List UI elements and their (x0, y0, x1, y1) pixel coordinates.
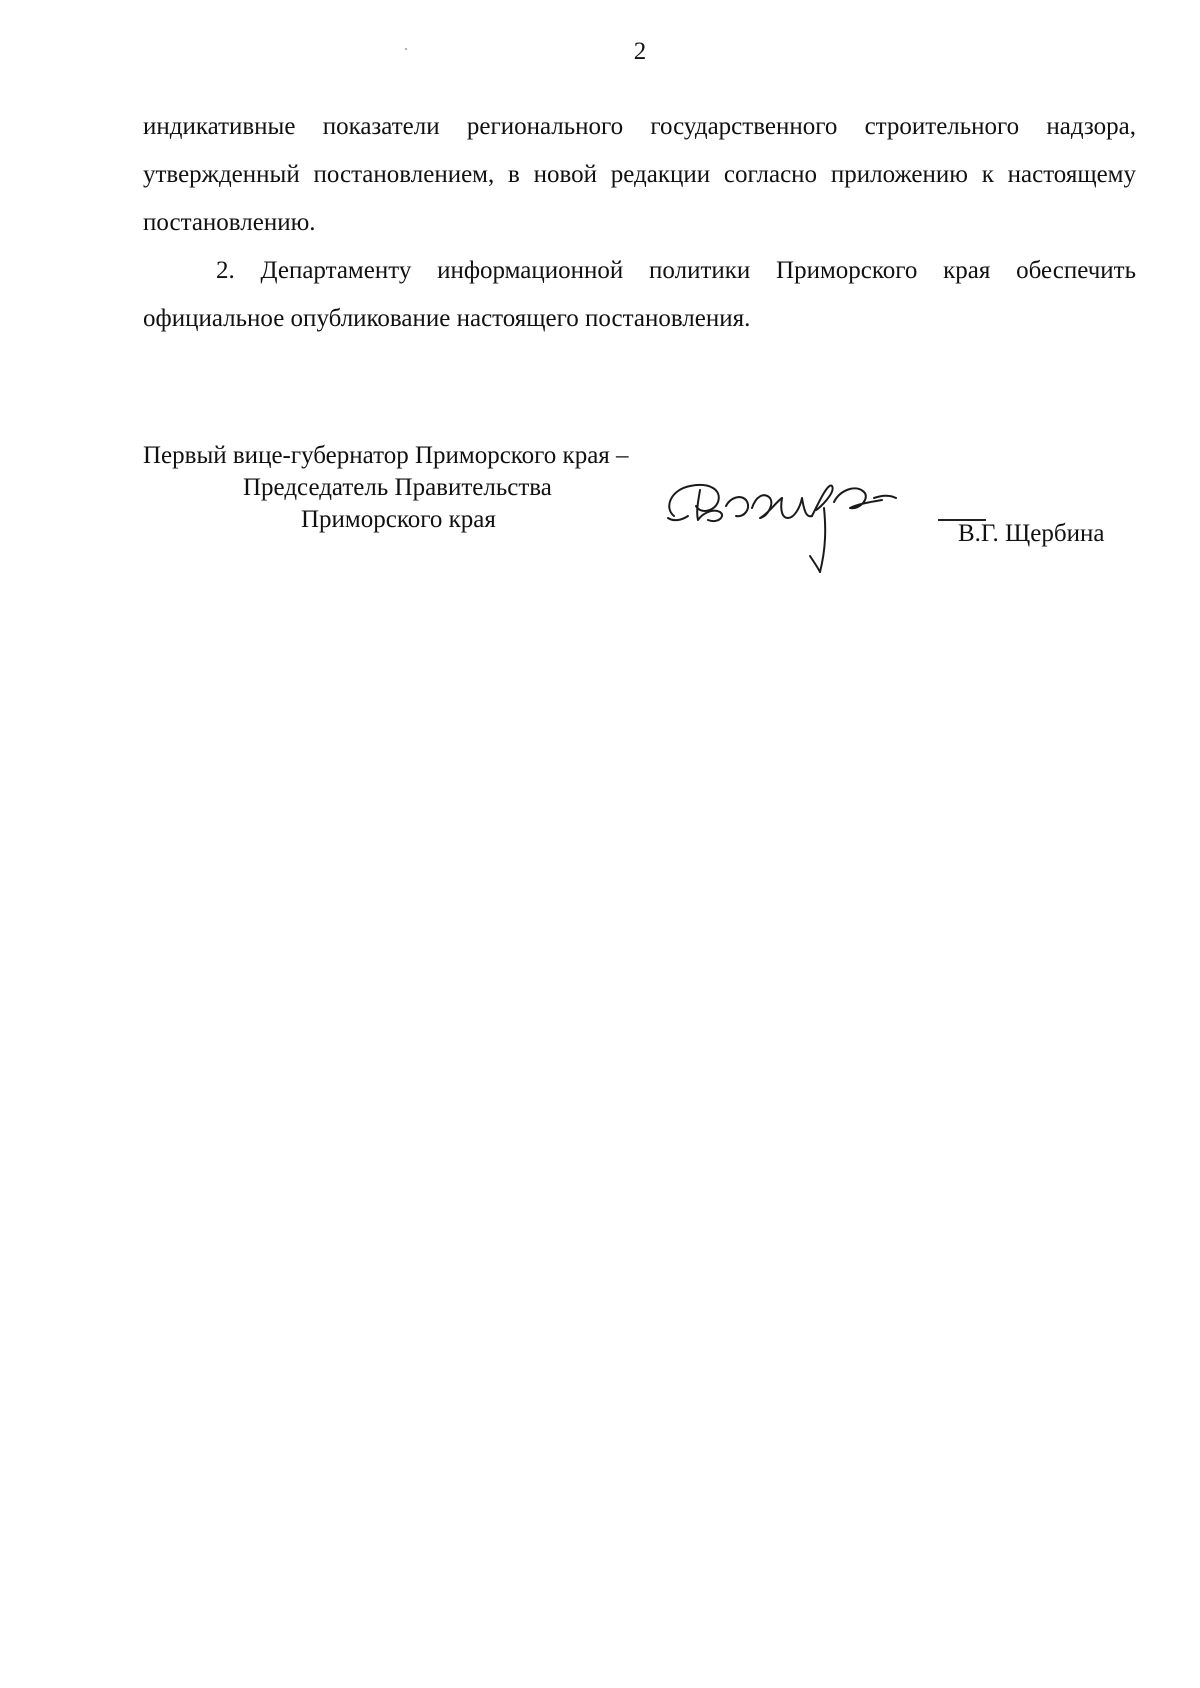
handwritten-signature (660, 468, 900, 578)
body-paragraph-1: индикативные показатели регионального государственного строительного надзора, утвержденный постановлением, в новой редакции согласно приложению к настоящему постановлению. (143, 113, 1136, 236)
signatory-title-line-2: Председатель Правительства (243, 474, 552, 501)
signatory-title (143, 440, 703, 536)
signatory-name: В.Г. Щербина (958, 520, 1105, 547)
scan-speck (405, 48, 407, 50)
page-number: 2 (633, 38, 647, 65)
body-paragraph-2: 2. Департаменту информационной политики Приморского края обеспечить официальное опубликование настоящего постановления. (143, 257, 1136, 332)
document-body (143, 103, 1136, 343)
signature-block (143, 440, 1143, 580)
signatory-title-line-1: Первый вице-губернатор Приморского края – (143, 442, 629, 469)
signatory-title-line-3: Приморского края (301, 506, 496, 533)
